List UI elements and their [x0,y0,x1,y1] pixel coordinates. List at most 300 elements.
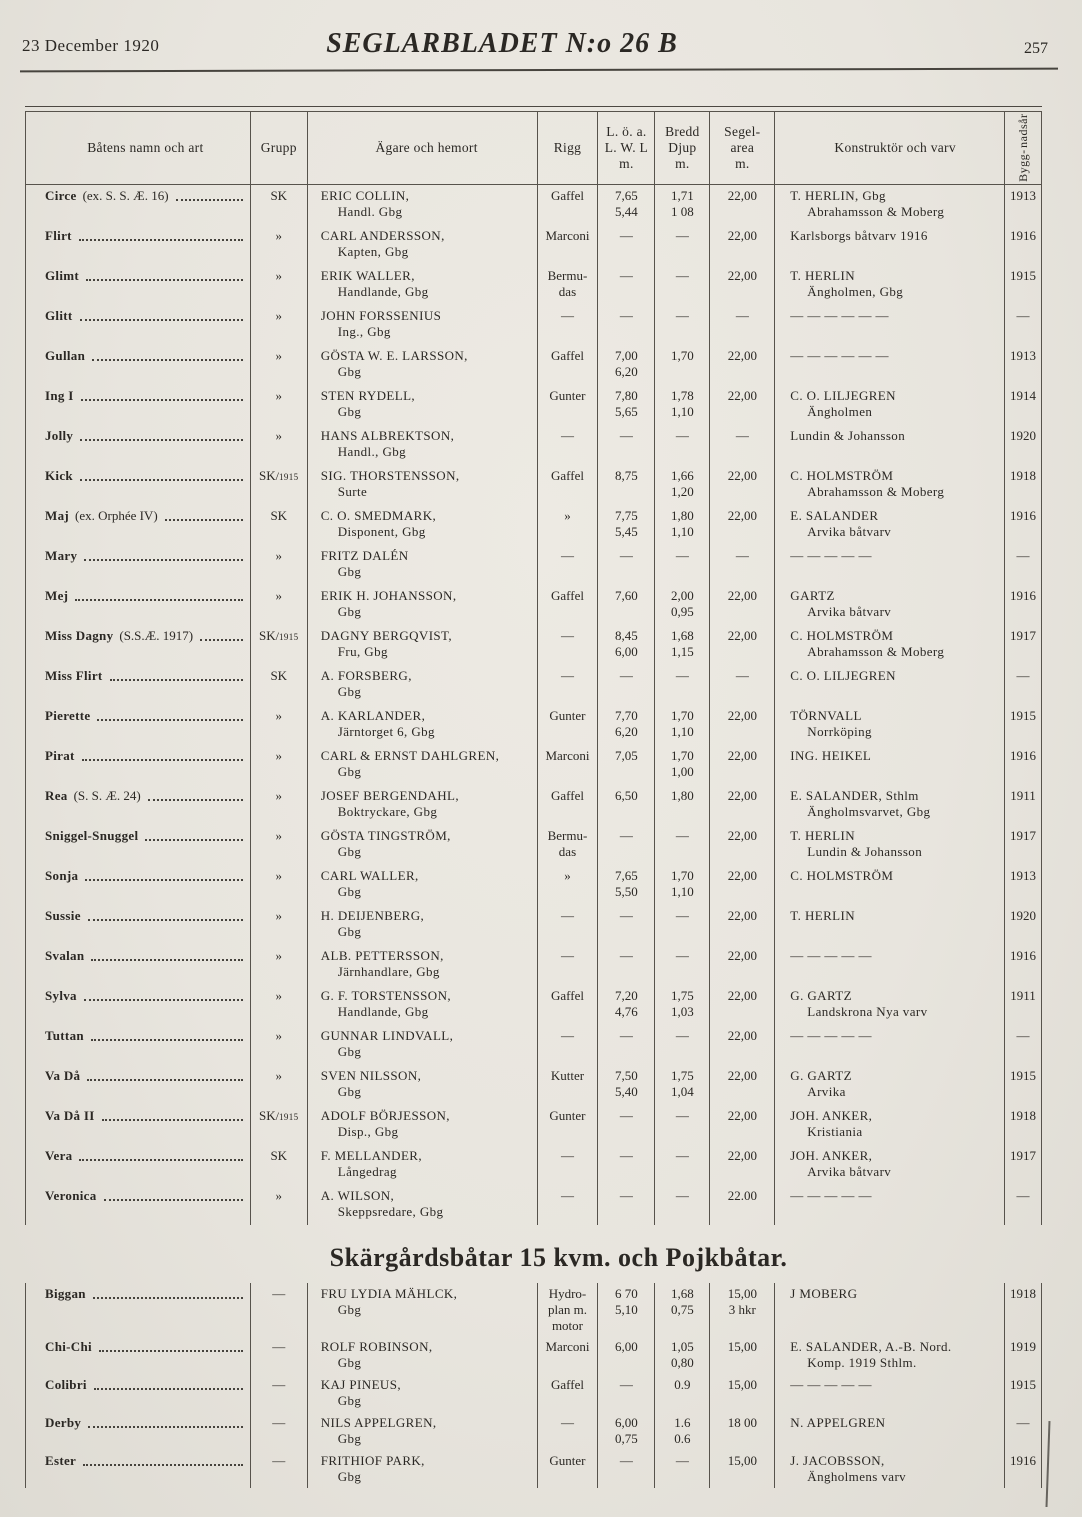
table-row [25,1185,1042,1225]
group-rule-year [276,628,299,643]
rig-cell [538,225,599,265]
rigg-line: — [560,947,574,963]
build-year-cell [1005,1412,1042,1450]
build-year-cell [1005,465,1042,505]
sail-area-cell [710,985,775,1025]
issue-date: 23 December 1920 [22,36,160,55]
rigg-line: Gaffel [550,787,584,803]
group-value: SK [270,187,288,203]
group-cell [251,905,308,945]
group-cell [251,785,308,825]
bredd-line: 1,10 [670,883,694,899]
build-year-value: 1916 [1010,507,1037,523]
dotted-leader [148,788,243,801]
boat-name-cell [26,305,251,345]
konstr-line: JOH. ANKER, [790,1147,873,1163]
bredd-line: 1,68 [670,627,694,643]
dotted-leader [82,748,243,761]
boat-name-cell [26,385,251,425]
rigg-line: Gaffel [550,467,584,483]
dotted-leader [86,268,243,281]
rigg-line: motor [551,1318,583,1334]
boat-name: Gullan [45,347,86,363]
col-header-length-line: L. ö. a. [606,124,647,140]
owner-line: Gbg [337,763,362,779]
group-value: » [275,587,282,603]
dotted-leader [80,308,243,321]
dotted-leader [94,1377,243,1390]
bredd-line: — [675,427,689,443]
rigg-line: — [560,1027,574,1043]
length-cell [598,905,655,945]
boat-name-cell [26,1336,251,1374]
rigg-line: — [560,1187,574,1203]
build-year-value: 1918 [1010,1285,1037,1301]
group-value: » [275,307,282,323]
group-value: SK [270,507,288,523]
owner-line: Gbg [337,1431,362,1447]
sail-area-cell [710,1336,775,1374]
build-year-cell [1005,745,1042,785]
build-year-cell [1005,1185,1042,1225]
bredd-line: — [675,827,689,843]
beam-depth-cell [655,1450,710,1488]
boat-name: Miss Flirt [45,667,103,683]
rigg-line: Gaffel [550,987,584,1003]
boat-register-table [25,106,1042,1488]
konstr-line: Abrahamsson & Moberg [807,483,945,499]
sail-area-cell [710,465,775,505]
group-cell [251,1105,308,1145]
header-rule [20,68,1058,72]
owner-line: A. WILSON, [320,1187,395,1203]
rigg-line: — [560,427,574,443]
owner-cell [308,345,538,385]
constructor-cell [775,385,1005,425]
constructor-cell [775,185,1005,225]
sail-area-cell [710,625,775,665]
owner-cell [308,1105,538,1145]
beam-depth-cell [655,1283,710,1336]
bredd-line: 1,04 [670,1083,694,1099]
beam-depth-cell [655,945,710,985]
page-title: SEGLARBLADET N:o 26 B [326,28,678,59]
col-header-beam-line: Djup [668,139,697,155]
owner-line: Gbg [337,1355,362,1371]
col-header-sail-line: Segel- [724,124,761,140]
build-year-value: 1915 [1010,267,1037,283]
owner-cell [308,1065,538,1105]
owner-line: Gbg [337,1301,362,1317]
length-cell [598,985,655,1025]
rig-cell [538,1450,599,1488]
loa-line: — [619,547,633,563]
segel-line: — [735,667,749,683]
group-value: » [275,1027,282,1043]
build-year-value: 1915 [1010,707,1037,723]
constructor-cell [775,745,1005,785]
loa-line: — [619,307,633,323]
segel-line: 22,00 [727,347,757,363]
bredd-line: 1,03 [670,1003,694,1019]
boat-name: Tuttan [45,1027,84,1043]
boat-name: Mej [45,587,69,603]
group-value: » [275,547,282,563]
rig-cell [538,945,599,985]
constructor-cell [775,265,1005,305]
owner-line: Surte [337,483,368,499]
build-year-value: 1916 [1010,587,1037,603]
owner-cell [308,465,538,505]
konstr-line: Norrköping [807,723,872,739]
konstr-line: G. GARTZ [790,987,852,1003]
constructor-cell [775,905,1005,945]
rigg-line: Marconi [545,747,590,763]
build-year-value: 1916 [1010,747,1037,763]
boat-name: Ing I [45,387,74,403]
beam-depth-cell [655,665,710,705]
loa-line: — [619,267,633,283]
build-year-cell [1005,625,1042,665]
owner-cell [308,865,538,905]
segel-line: 22,00 [727,787,757,803]
build-year-cell [1005,305,1042,345]
owner-line: DAGNY BERGQVIST, [320,627,453,643]
konstr-line: C. O. LILJEGREN [790,387,896,403]
owner-line: Handlande, Gbg [337,283,429,299]
group-value: » [275,387,282,403]
constructor-cell [775,1336,1005,1374]
bredd-line: 1,70 [670,867,694,883]
loa-line: 6,00 [615,1415,638,1431]
beam-depth-cell [655,825,710,865]
beam-depth-cell [655,545,710,585]
bredd-line: 1 08 [670,203,694,219]
rigg-line: — [560,627,574,643]
build-year-value: 1915 [1010,1377,1037,1393]
boat-name-cell [26,625,251,665]
boat-name: Sylva [45,987,77,1003]
constructor-cell [775,1412,1005,1450]
table-row [25,545,1042,585]
dotted-leader [97,708,242,721]
group-value: SK [258,467,276,483]
build-year-cell [1005,1065,1042,1105]
owner-line: Handl. Gbg [337,203,403,219]
owner-cell [308,905,538,945]
boat-name: Vera [45,1147,73,1163]
loa-line: — [619,1147,633,1163]
segel-line: — [735,547,749,563]
beam-depth-cell [655,1412,710,1450]
group-cell [251,865,308,905]
konstr-line: Ängholmsvarvet, Gbg [807,803,931,819]
bredd-line: — [675,667,689,683]
group-cell [251,545,308,585]
loa-line: 7,20 [615,987,638,1003]
boat-name-cell [26,1025,251,1065]
build-year-cell [1005,1105,1042,1145]
length-cell [598,745,655,785]
owner-line: ROLF ROBINSON, [320,1339,433,1355]
build-year-value: 1915 [1010,1067,1037,1083]
boat-name-cell [26,1283,251,1336]
build-year-value: — [1016,1187,1030,1203]
dotted-leader [85,868,242,881]
owner-line: ERIK H. JOHANSSON, [320,587,457,603]
rig-cell [538,625,599,665]
beam-depth-cell [655,1065,710,1105]
table-row [25,185,1042,225]
loa-line: 5,10 [615,1301,638,1317]
length-cell [598,625,655,665]
owner-cell [308,625,538,665]
loa-line: 6,20 [615,723,638,739]
group-year-value: 1915 [278,1111,299,1122]
sail-area-cell [710,1145,775,1185]
sail-area-cell [710,825,775,865]
owner-line: Gbg [337,923,362,939]
bredd-line: 1,70 [670,747,694,763]
sail-area-cell [710,1450,775,1488]
group-value: » [275,867,282,883]
loa-line: — [619,1187,633,1203]
boat-name: Circe [45,187,77,203]
table-row [25,465,1042,505]
loa-line: — [619,1453,633,1469]
length-cell [598,305,655,345]
boat-name: Miss Dagny [45,627,114,643]
dotted-leader [79,1148,242,1161]
boat-name: Pierette [45,707,91,723]
owner-line: JOHN FORSSENIUS [320,307,442,323]
loa-line: 5,44 [615,203,638,219]
constructor-cell [775,1145,1005,1185]
owner-cell [308,705,538,745]
loa-line: — [619,427,633,443]
owner-line: JOSEF BERGENDAHL, [320,787,459,803]
beam-depth-cell [655,1025,710,1065]
col-header-sail-line: m. [735,155,750,171]
beam-depth-cell [655,185,710,225]
rigg-line: » [564,507,571,523]
group-cell [251,585,308,625]
konstr-line: — — — — — [790,947,872,963]
owner-cell [308,585,538,625]
loa-line: 5,65 [615,403,638,419]
loa-line: — [619,667,633,683]
group-value: » [275,947,282,963]
table-row [25,345,1042,385]
build-year-cell [1005,185,1042,225]
owner-line: CARL ANDERSSON, [320,227,445,243]
rigg-line: — [560,907,574,923]
group-cell [251,745,308,785]
length-cell [598,1374,655,1412]
owner-line: Gbg [337,683,362,699]
boat-name: Biggan [45,1285,86,1301]
constructor-cell [775,505,1005,545]
segel-line: 22,00 [727,747,757,763]
group-cell [251,625,308,665]
bredd-line: 1,75 [670,987,694,1003]
sail-area-cell [710,1185,775,1225]
boat-name: Mary [45,547,78,563]
length-cell [598,1145,655,1185]
dotted-leader [80,468,243,481]
owner-line: Disponent, Gbg [337,523,426,539]
owner-line: HANS ALBREKTSON, [320,427,455,443]
sail-area-cell [710,505,775,545]
rigg-line: Bermu- [547,267,588,283]
rigg-line: das [558,843,577,859]
constructor-cell [775,1283,1005,1336]
group-value: — [272,1339,286,1355]
group-cell [251,1145,308,1185]
build-year-value: 1913 [1010,187,1037,203]
segel-line: 22,00 [727,707,757,723]
boat-name: Kick [45,467,73,483]
group-value: » [275,907,282,923]
table-row [25,905,1042,945]
constructor-cell [775,1450,1005,1488]
build-year-cell [1005,1450,1042,1488]
sail-area-cell [710,225,775,265]
group-value: SK [270,1147,288,1163]
sail-area-cell [710,265,775,305]
loa-line: — [619,1107,633,1123]
konstr-line: E. SALANDER, A.-B. Nord. [790,1339,952,1355]
konstr-line: Arvika båtvarv [807,1163,892,1179]
boat-name-cell [26,905,251,945]
loa-line: 8,75 [615,467,638,483]
beam-depth-cell [655,1105,710,1145]
sail-area-cell [710,905,775,945]
owner-cell [308,505,538,545]
konstr-line: Ängholmen [807,403,873,419]
rig-cell [538,505,599,545]
boat-name: Colibri [45,1377,87,1393]
rig-cell [538,785,599,825]
owner-cell [308,1450,538,1488]
build-year-value: 1920 [1010,907,1037,923]
owner-line: Disp., Gbg [337,1123,399,1139]
group-value: » [275,427,282,443]
owner-line: A. FORSBERG, [320,667,412,683]
group-cell [251,1283,308,1336]
group-cell [251,665,308,705]
segel-line: 22,00 [727,1067,757,1083]
bredd-line: 0.6 [674,1431,691,1447]
owner-cell [308,985,538,1025]
dotted-leader [84,548,243,561]
dotted-leader [200,628,243,641]
build-year-cell [1005,585,1042,625]
sail-area-cell [710,1065,775,1105]
build-year-value: 1914 [1010,387,1037,403]
owner-line: NILS APPELGREN, [320,1415,437,1431]
loa-line: 0,75 [615,1431,638,1447]
build-year-value: — [1016,307,1030,323]
segel-line: 22,00 [727,187,757,203]
owner-cell [308,1412,538,1450]
group-value: » [275,987,282,1003]
rigg-line: — [560,547,574,563]
build-year-cell [1005,705,1042,745]
rig-cell [538,265,599,305]
bredd-line: — [675,1187,689,1203]
table-row [25,385,1042,425]
dotted-leader [165,508,243,521]
segel-line: 3 hkr [728,1301,756,1317]
boat-name: Jolly [45,427,74,443]
table-row [25,865,1042,905]
rig-cell [538,745,599,785]
build-year-cell [1005,1145,1042,1185]
build-year-cell [1005,985,1042,1025]
constructor-cell [775,225,1005,265]
boat-name: Chi-Chi [45,1339,92,1355]
table-row [25,665,1042,705]
constructor-cell [775,625,1005,665]
konstr-line: — — — — — — [790,307,889,323]
owner-cell [308,1336,538,1374]
owner-line: A. KARLANDER, [320,707,426,723]
bredd-line: 1,78 [670,387,694,403]
build-year-value: 1913 [1010,867,1037,883]
beam-depth-cell [655,905,710,945]
owner-line: Järnhandlare, Gbg [337,963,440,979]
build-year-cell [1005,825,1042,865]
konstr-line: C. HOLMSTRÖM [790,467,894,483]
bredd-line: — [675,1453,689,1469]
segel-line: 22,00 [727,947,757,963]
group-value: — [272,1415,286,1431]
loa-line: — [619,1377,633,1393]
scan-edge-artifact [1045,1421,1050,1507]
length-cell [598,865,655,905]
build-year-value: 1917 [1010,627,1037,643]
length-cell [598,545,655,585]
sail-area-cell [710,745,775,785]
owner-line: Långedrag [337,1163,397,1179]
group-cell [251,1450,308,1488]
build-year-value: 1917 [1010,1147,1037,1163]
sail-area-cell [710,665,775,705]
group-value: » [275,227,282,243]
table-row [25,1065,1042,1105]
group-cell [251,385,308,425]
sail-area-cell [710,1412,775,1450]
dotted-leader [93,1286,243,1299]
col-header-length [598,112,655,184]
group-cell [251,825,308,865]
bredd-line: 1,10 [670,403,694,419]
owner-cell [308,225,538,265]
build-year-cell [1005,945,1042,985]
boat-name-cell [26,1185,251,1225]
col-header-year-line: Bygg- [1015,149,1030,182]
rigg-line: — [560,307,574,323]
table-row [25,945,1042,985]
group-value: » [275,747,282,763]
beam-depth-cell [655,985,710,1025]
boat-name: Maj [45,507,69,523]
konstr-line: Landskrona Nya varv [807,1003,928,1019]
constructor-cell [775,945,1005,985]
owner-cell [308,825,538,865]
group-rule-year [276,468,299,483]
